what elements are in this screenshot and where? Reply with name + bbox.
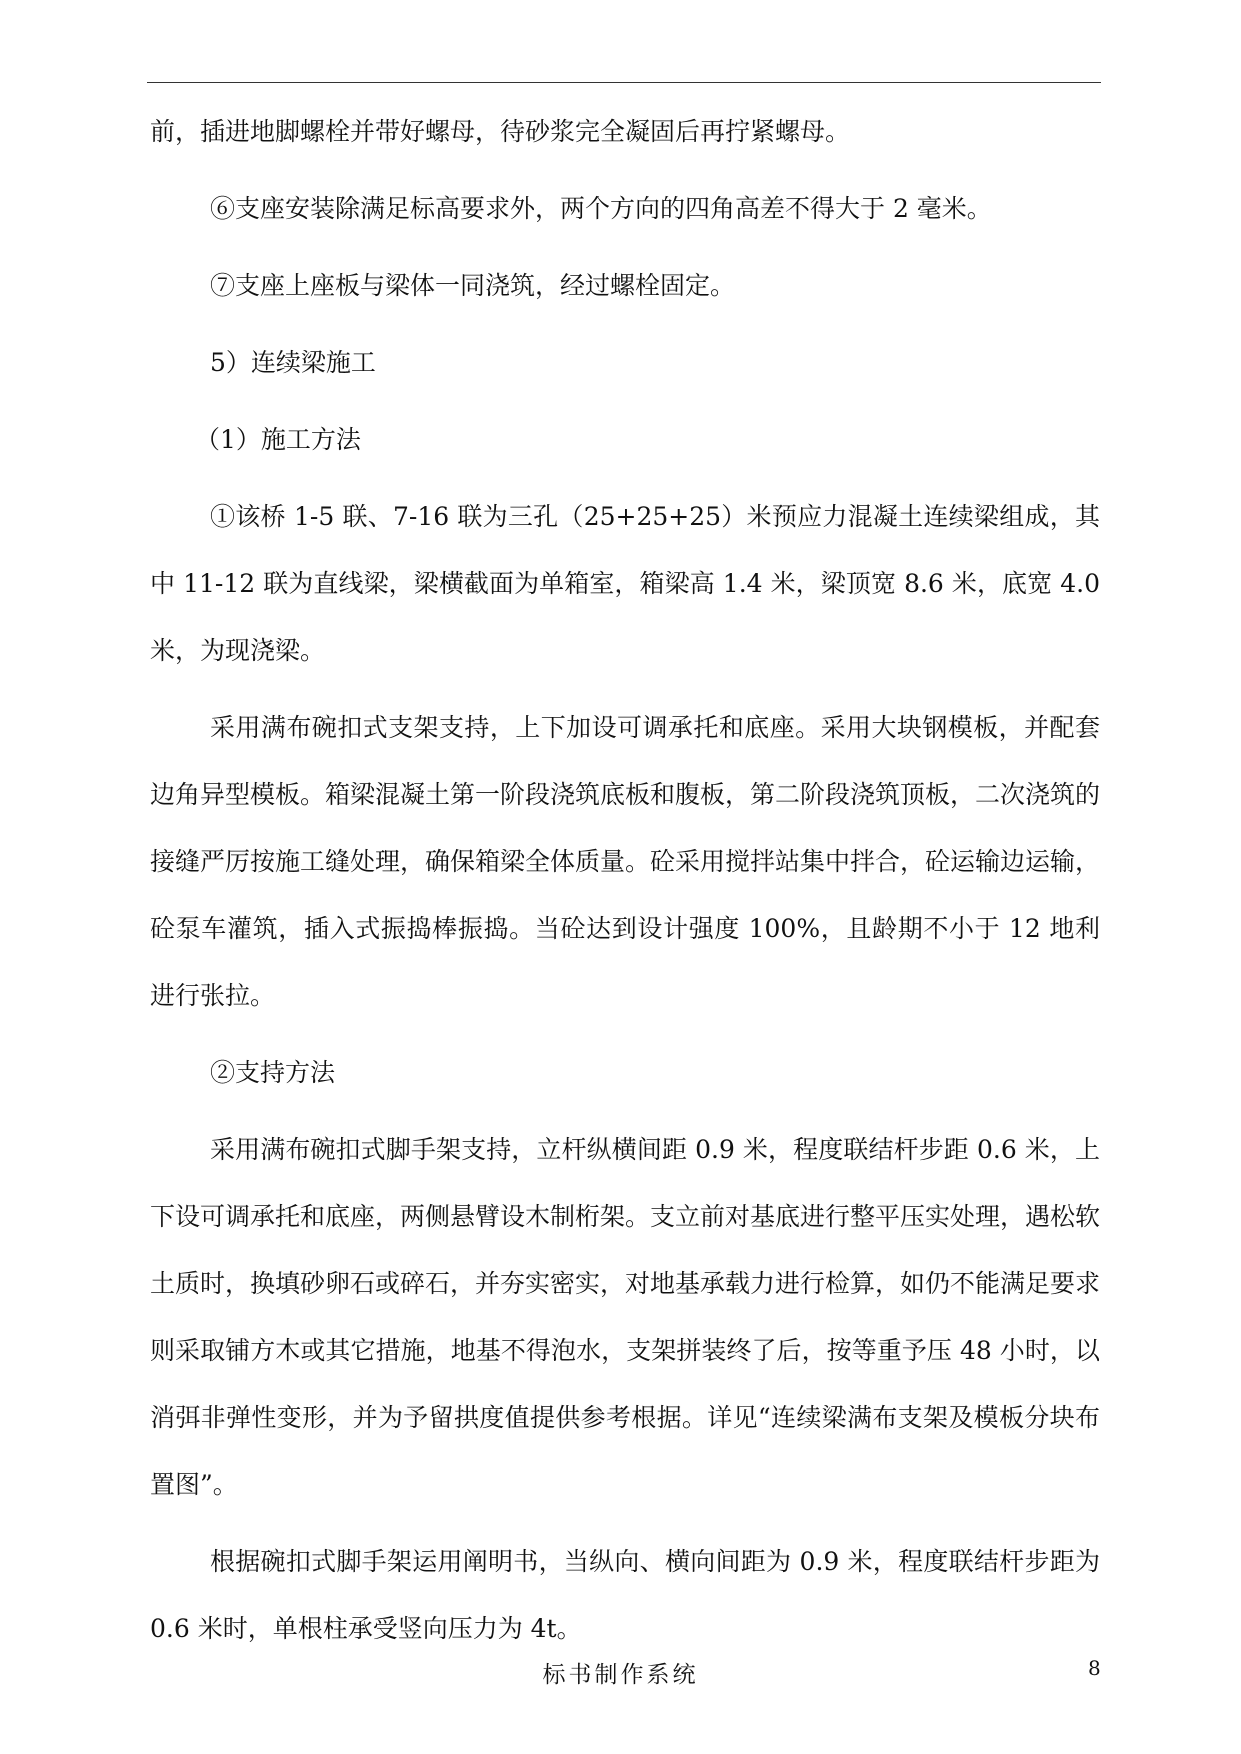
paragraph-item-7: ⑦支座上座板与梁体一同浇筑，经过螺栓固定。: [210, 271, 736, 300]
subsection-heading: （1）施工方法: [195, 425, 361, 454]
paragraph-body: 采用满布碗扣式脚手架支持，立杆纵横间距 0.9 米，程度联结杆步距 0.6 米，上下设可调承托和底座，两侧悬臂设木制桁架。支立前对基底进行整平压实处理，遇松软土质时，换填砂卵石或碎石，并夯实密实，对地基承载力进行检算，如仍不能满足要求则采取铺方木或其它措施，地基不得泡水，支架拼装终了后，按等重予压 48 小时，以消弭非弹性变形，并为予留拱度值提供参考根据。详见“连续梁满布支架及模板分块布置图”。: [150, 1135, 1101, 1499]
paragraph-continuation: 前，插进地脚螺栓并带好螺母，待砂浆完全凝固后再拧紧螺母。: [150, 117, 851, 146]
header-rule: [147, 82, 1101, 83]
footer-title: 标书制作系统: [542, 1662, 699, 1688]
page-number: 8: [1088, 1656, 1101, 1680]
section-heading: 5）连续梁施工: [210, 348, 376, 377]
paragraph-item-6: ⑥支座安装除满足标高要求外，两个方向的四角高差不得大于 2 毫米。: [210, 194, 992, 223]
paragraph-body: 采用满布碗扣式支架支持，上下加设可调承托和底座。采用大块钢模板，并配套边角异型模板。箱梁混凝土第一阶段浇筑底板和腹板，第二阶段浇筑顶板，二次浇筑的接缝严厉按施工缝处理，确保箱梁全体质量。砼采用搅拌站集中拌合，砼运输边运输，砼泵车灌筑，插入式振捣棒振捣。当砼达到设计强度 100%，且龄期不小于 12 地利进行张拉。: [150, 713, 1101, 1010]
paragraph-item-2: ②支持方法: [210, 1058, 336, 1087]
paragraph-item-1: ①该桥 1-5 联、7-16 联为三孔（25+25+25）米预应力混凝土连续梁组成，其中 11-12 联为直线梁，梁横截面为单箱室，箱梁高 1.4 米，梁顶宽 8.6 米，底宽 4.0 米，为现浇梁。: [150, 502, 1100, 665]
paragraph-body: 根据碗扣式脚手架运用阐明书，当纵向、横向间距为 0.9 米，程度联结杆步距为 0.6 米时，单根柱承受竖向压力为 4t。: [150, 1547, 1100, 1643]
document-body: [150, 98, 1100, 1672]
